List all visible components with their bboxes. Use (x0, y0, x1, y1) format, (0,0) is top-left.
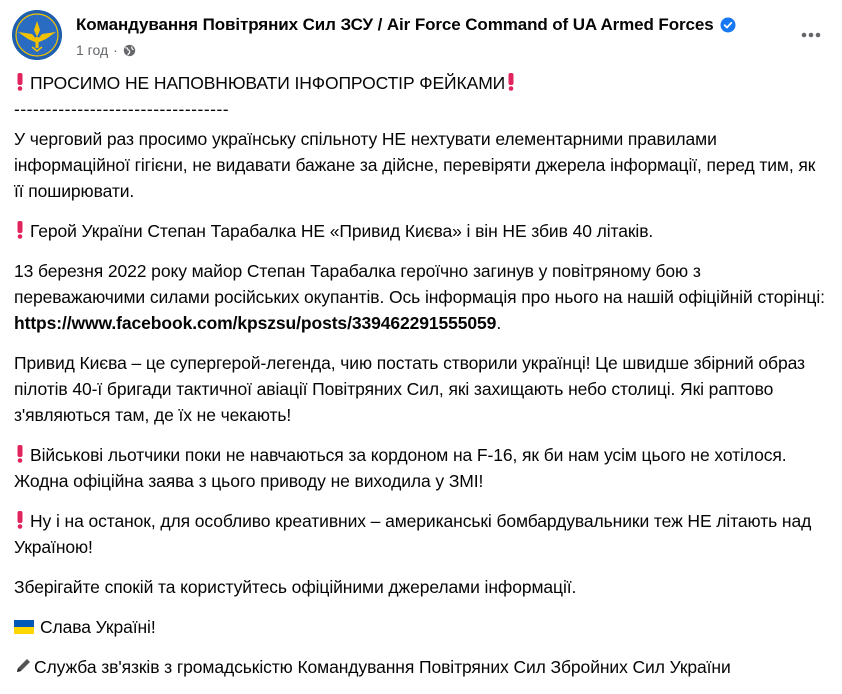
post-body (14, 70, 828, 694)
paragraph-signature-text: Служба зв'язків з громадськістю Командування Повітряних Сил Збройних Сил України (34, 657, 731, 677)
post-timestamp[interactable]: 1 год (76, 42, 109, 58)
paragraph-hero-text: Герой України Степан Тарабалка НЕ «Привид Києва» і він НЕ збив 40 літаків. (30, 221, 654, 241)
paragraph-tarabalka-end: . (496, 313, 502, 333)
paragraph-keep-calm: Зберігайте спокій та користуйтесь офіційними джерелами інформації. (14, 577, 577, 597)
paragraph-tarabalka-text: 13 березня 2022 року майор Степан Тарабалка героїчно загинув у повітряному бою з переважаючими силами російських окупантів. Ось інформація про нього на нашій офіційній сторінці: (14, 261, 825, 307)
paragraph-pilots-note: Жодна офіційна заява з цього приводу не виходила у ЗМІ! (14, 471, 484, 491)
paragraph-glory (14, 614, 828, 640)
paragraph-hero (14, 218, 828, 244)
paragraph-glory-text: Слава Україні! (40, 617, 156, 637)
pen-icon (14, 657, 32, 675)
globe-icon (123, 44, 136, 57)
page-name-text[interactable]: Командування Повітряних Сил ЗСУ / Air Force Command of UA Armed Forces (76, 15, 714, 34)
air-force-emblem-icon (12, 10, 62, 60)
meta-separator: · (113, 42, 118, 58)
paragraph-tarabalka (14, 258, 828, 336)
divider-text: ---------------------------------- (14, 99, 230, 119)
red-exclamation-icon (16, 73, 24, 91)
paragraph-pilots-text: Військові льотчики поки не навчаються за кордоном на F-16, як би нам усім цього не хотілося. (30, 445, 787, 465)
page-name[interactable] (76, 14, 736, 36)
paragraph-bombers-text: Ну і на останок, для особливо креативних – американські бомбардувальники теж НЕ літають над Україною! (14, 511, 812, 557)
post-headline-row (14, 70, 828, 96)
post-header (12, 10, 830, 60)
red-exclamation-icon (16, 511, 24, 529)
post-headline: ПРОСИМО НЕ НАПОВНЮВАТИ ІНФОПРОСТІР ФЕЙКАМИ (30, 73, 506, 93)
paragraph-signature (14, 654, 828, 680)
more-options-icon[interactable] (798, 22, 824, 48)
paragraph-intro: У черговий раз просимо українську спільноту НЕ нехтувати елементарними правилами інформаційної гігієни, не видавати бажане за дійсне, перевіряти джерела інформації, перед тим, як її поширювати. (14, 129, 816, 201)
ukraine-flag-icon (14, 620, 34, 634)
red-exclamation-icon (507, 73, 515, 91)
red-exclamation-icon (16, 221, 24, 239)
paragraph-bombers (14, 508, 828, 560)
red-exclamation-icon (16, 445, 24, 463)
paragraph-ghost-of-kyiv: Привид Києва – це супергерой-легенда, чию постать створили українці! Це швидше збірний образ пілотів 40-ї бригади тактичної авіації Повітряних Сил, які захищають небо столиці. Які раптово з'являються там, де їх не чекають! (14, 353, 805, 425)
paragraph-pilots (14, 442, 828, 494)
facebook-post-link[interactable]: https://www.facebook.com/kpszsu/posts/339462291555059 (14, 313, 497, 333)
post-meta (76, 41, 136, 59)
page-avatar[interactable] (12, 10, 62, 60)
verified-badge-icon (720, 17, 736, 33)
